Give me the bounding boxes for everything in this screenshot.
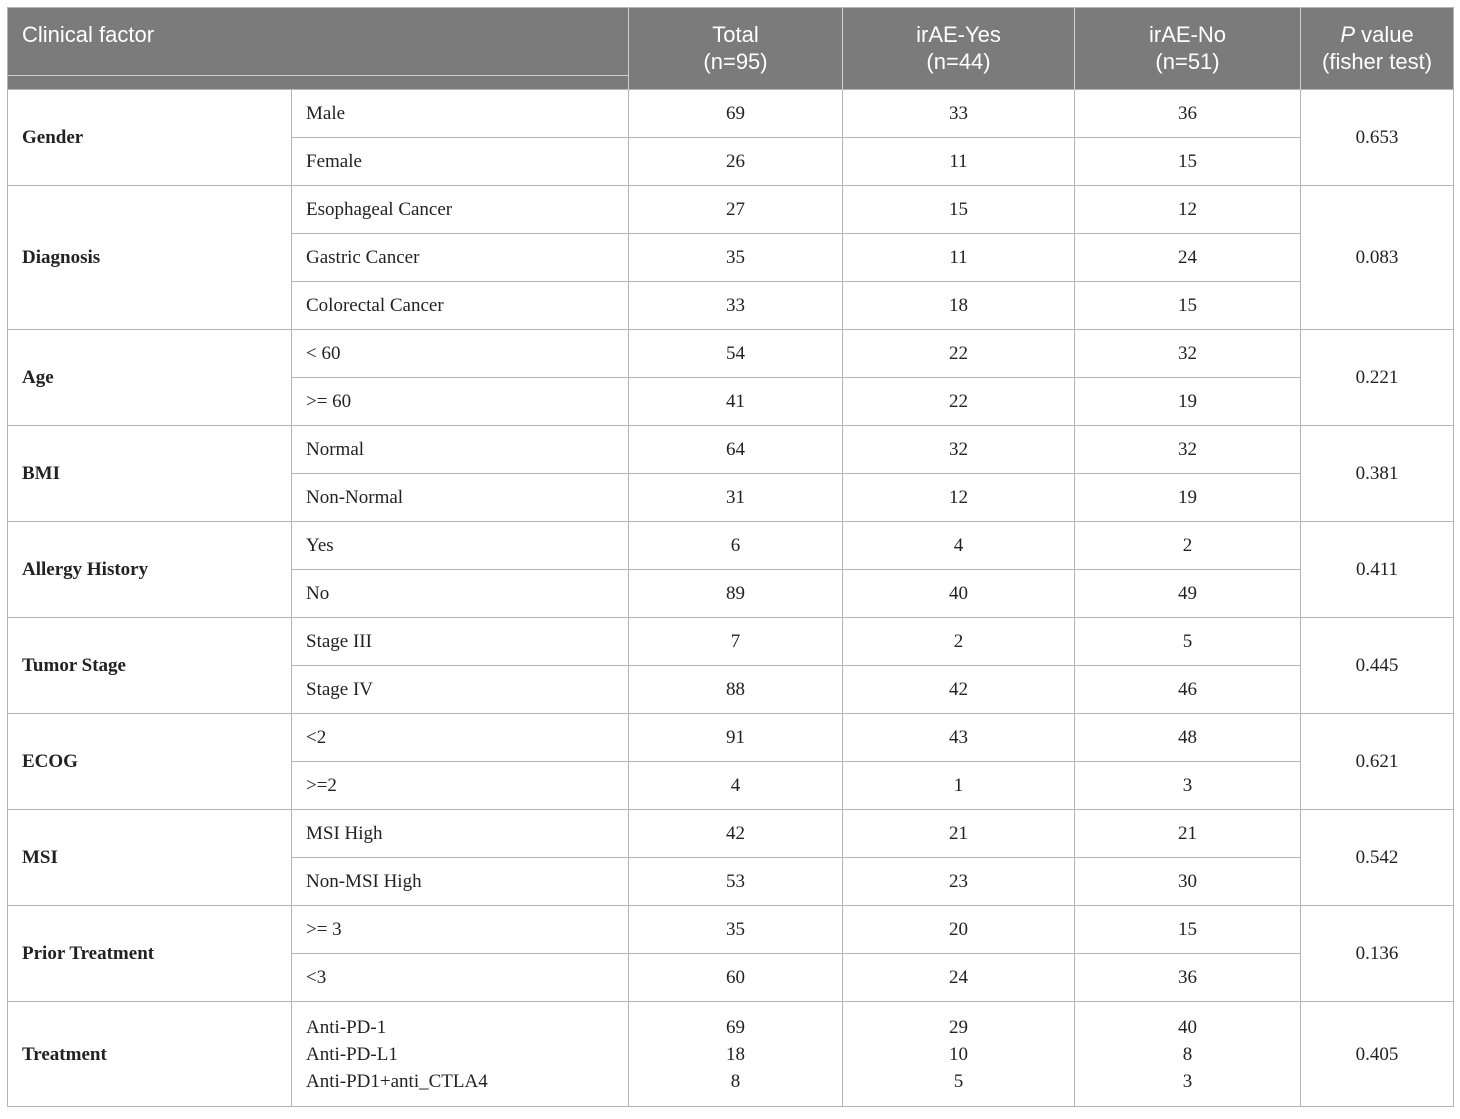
header-irae-no-label: irAE-No [1149,22,1227,47]
header-irae-yes-n: (n=44) [926,49,991,74]
p-value: 0.445 [1301,618,1454,714]
total-count: 91 [629,714,843,762]
irae-yes-count: 20 [843,906,1075,954]
irae-yes-count: 21 [843,810,1075,858]
factor-name: Prior Treatment [8,906,292,1002]
irae-yes-count: 29 [949,1016,969,1038]
irae-no-count: 32 [1075,426,1301,474]
header-clinical-factor-label: Clinical factor [22,22,155,47]
header-total-n: (n=95) [703,49,768,74]
table-row [8,618,1454,666]
total-count: 42 [629,810,843,858]
header-irae-yes [843,8,1075,90]
header-irae-yes-label: irAE-Yes [916,22,1001,47]
factor-name: Treatment [8,1002,292,1107]
level-value: No [292,570,629,618]
irae-no-count: 12 [1075,186,1301,234]
level-value: Colorectal Cancer [292,282,629,330]
irae-yes-count-stack [843,1002,1075,1107]
irae-yes-count: 22 [843,330,1075,378]
total-count: 18 [726,1043,746,1065]
header-total [629,8,843,90]
irae-yes-count: 2 [843,618,1075,666]
factor-name: Tumor Stage [8,618,292,714]
total-count: 53 [629,858,843,906]
level-value: Yes [292,522,629,570]
irae-yes-count: 22 [843,378,1075,426]
header-p-value-word: value [1355,22,1414,47]
table-row [8,1002,1454,1107]
p-value: 0.653 [1301,90,1454,186]
irae-no-count-stack [1075,1002,1301,1107]
irae-yes-count: 11 [843,138,1075,186]
header-irae-no-n: (n=51) [1155,49,1220,74]
p-value: 0.411 [1301,522,1454,618]
irae-no-count: 19 [1075,474,1301,522]
header-p-value-line2: (fisher test) [1322,49,1433,74]
level-value-stack [292,1002,629,1107]
table-header [8,8,1454,90]
total-count: 6 [629,522,843,570]
irae-no-count: 48 [1075,714,1301,762]
total-count: 35 [629,906,843,954]
total-count: 41 [629,378,843,426]
p-value: 0.083 [1301,186,1454,330]
irae-no-count: 19 [1075,378,1301,426]
clinical-factors-table [7,7,1454,1107]
factor-name: Gender [8,90,292,186]
level-value: MSI High [292,810,629,858]
irae-yes-count: 23 [843,858,1075,906]
level-value: < 60 [292,330,629,378]
header-irae-no [1075,8,1301,90]
level-value: Stage III [292,618,629,666]
level-value: Non-MSI High [292,858,629,906]
irae-no-count: 36 [1075,90,1301,138]
irae-no-count: 36 [1075,954,1301,1002]
p-value: 0.221 [1301,330,1454,426]
level-value: Anti-PD-L1 [306,1043,398,1065]
irae-no-count: 3 [1182,1070,1193,1092]
total-count: 31 [629,474,843,522]
total-count: 60 [629,954,843,1002]
irae-yes-count: 42 [843,666,1075,714]
level-value: Normal [292,426,629,474]
total-count: 69 [629,90,843,138]
p-value: 0.405 [1301,1002,1454,1107]
total-count: 69 [726,1016,746,1038]
irae-yes-count: 12 [843,474,1075,522]
irae-no-count: 24 [1075,234,1301,282]
irae-yes-count: 18 [843,282,1075,330]
level-value: Stage IV [292,666,629,714]
table-row [8,906,1454,954]
total-count: 26 [629,138,843,186]
header-clinical-factor [8,8,629,90]
table-row [8,426,1454,474]
factor-name: Age [8,330,292,426]
level-value: >= 60 [292,378,629,426]
level-value: <2 [292,714,629,762]
irae-yes-count: 11 [843,234,1075,282]
level-value: Anti-PD1+anti_CTLA4 [306,1070,488,1092]
irae-no-count: 49 [1075,570,1301,618]
level-value: Female [292,138,629,186]
irae-no-count: 32 [1075,330,1301,378]
total-count: 4 [629,762,843,810]
irae-yes-count: 43 [843,714,1075,762]
factor-name: MSI [8,810,292,906]
total-count: 7 [629,618,843,666]
total-count: 64 [629,426,843,474]
table-body [8,90,1454,1107]
irae-yes-count: 15 [843,186,1075,234]
level-value: >= 3 [292,906,629,954]
irae-yes-count: 24 [843,954,1075,1002]
p-value: 0.136 [1301,906,1454,1002]
p-value: 0.621 [1301,714,1454,810]
irae-no-count: 15 [1075,906,1301,954]
total-count: 35 [629,234,843,282]
header-p-italic: P [1340,22,1355,47]
irae-yes-count: 33 [843,90,1075,138]
irae-no-count: 2 [1075,522,1301,570]
factor-name: Allergy History [8,522,292,618]
p-value: 0.542 [1301,810,1454,906]
irae-yes-count: 5 [953,1070,964,1092]
irae-yes-count: 40 [843,570,1075,618]
total-count: 88 [629,666,843,714]
header-p-value [1301,8,1454,90]
irae-no-count: 15 [1075,138,1301,186]
level-value: Gastric Cancer [292,234,629,282]
factor-name: Diagnosis [8,186,292,330]
total-count: 33 [629,282,843,330]
header-p-value-line1 [1309,21,1445,48]
total-count-stack [629,1002,843,1107]
irae-no-count: 21 [1075,810,1301,858]
irae-yes-count: 4 [843,522,1075,570]
total-count: 54 [629,330,843,378]
total-count: 89 [629,570,843,618]
table-row [8,522,1454,570]
irae-no-count: 3 [1075,762,1301,810]
irae-no-count: 40 [1178,1016,1198,1038]
header-row [8,8,1454,90]
irae-no-count: 5 [1075,618,1301,666]
irae-yes-count: 32 [843,426,1075,474]
irae-yes-count: 1 [843,762,1075,810]
level-value: Non-Normal [292,474,629,522]
level-value: >=2 [292,762,629,810]
level-value: <3 [292,954,629,1002]
table-row [8,90,1454,138]
irae-no-count: 30 [1075,858,1301,906]
table-row [8,186,1454,234]
total-count: 27 [629,186,843,234]
header-total-label: Total [712,22,759,47]
table-row [8,714,1454,762]
irae-no-count: 15 [1075,282,1301,330]
factor-name: BMI [8,426,292,522]
irae-yes-count: 10 [949,1043,969,1065]
level-value: Esophageal Cancer [292,186,629,234]
level-value: Anti-PD-1 [306,1016,387,1038]
table-row [8,330,1454,378]
total-count: 8 [730,1070,741,1092]
factor-name: ECOG [8,714,292,810]
irae-no-count: 8 [1182,1043,1193,1065]
level-value: Male [292,90,629,138]
table-row [8,810,1454,858]
p-value: 0.381 [1301,426,1454,522]
irae-no-count: 46 [1075,666,1301,714]
